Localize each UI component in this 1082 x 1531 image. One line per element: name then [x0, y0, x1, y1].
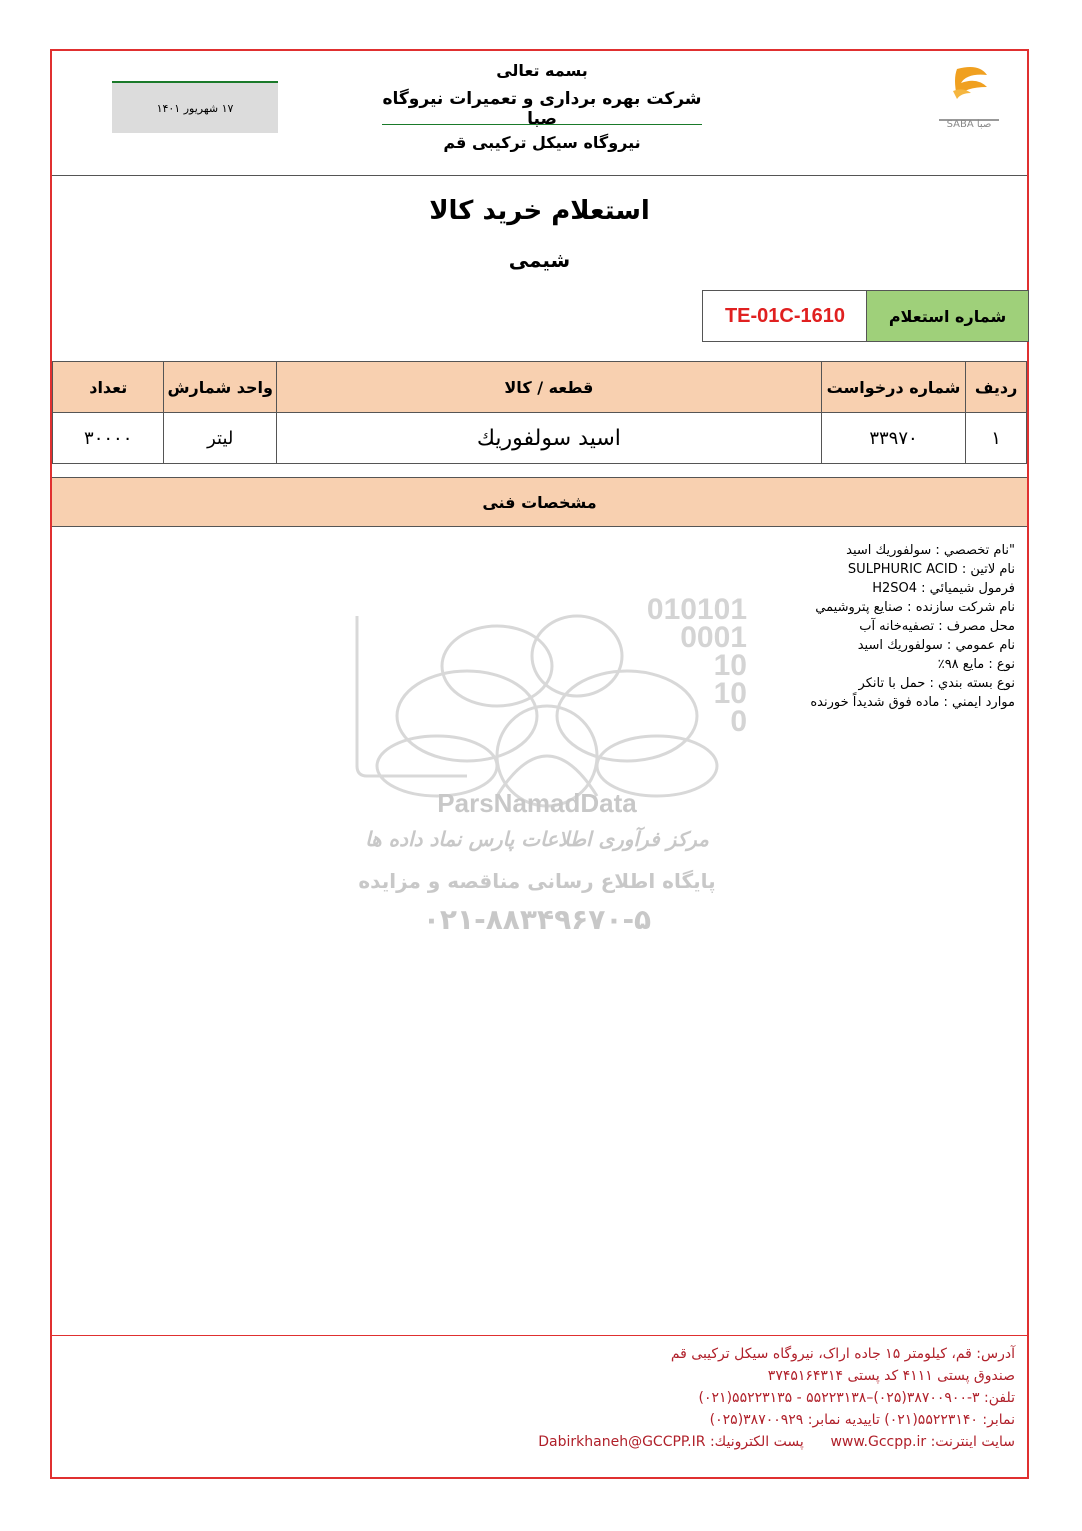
col-request-number: شماره درخواست	[821, 362, 965, 413]
inquiry-number: TE-01C-1610	[702, 290, 868, 342]
header-divider	[382, 124, 702, 125]
spec-line: نوع بسته بندي : حمل با تانكر	[858, 676, 1015, 691]
footer-phone: تلفن: ۳-۳۸۷۰۰۹۰۰(۰۲۵)–۵۵۲۲۳۱۳۸ - ۵۵۲۲۳۱۳۵(۰۲۱)	[698, 1390, 1015, 1406]
items-table	[52, 361, 1027, 464]
spec-lines	[595, 541, 1015, 712]
spec-line: "نام تخصصي : سولفوريك اسيد	[846, 543, 1015, 558]
spec-line: فرمول شيميائي : H2SO4	[872, 581, 1015, 596]
email-link[interactable]: Dabirkhaneh@GCCPP.IR	[538, 1434, 706, 1450]
company-name: شرکت بهره برداری و تعمیرات نیروگاه صبا	[382, 89, 702, 129]
header-bottom-rule	[52, 175, 1027, 176]
spec-line: نام عمومي : سولفوريك اسيد	[857, 638, 1015, 653]
inquiry-label: شماره استعلام	[866, 290, 1029, 342]
page-subtitle: شیمی	[508, 248, 571, 272]
table-header-row	[53, 362, 1027, 413]
spec-line: موارد ايمني : ماده فوق شديداً خورنده	[810, 695, 1015, 710]
spec-line: محل مصرف : تصفيه‌خانه آب	[859, 619, 1015, 634]
table-row	[53, 413, 1027, 464]
watermark-brand: ParsNamadData	[437, 788, 637, 818]
footer-address: آدرس: قم، کیلومتر ۱۵ جاده اراک، نیروگاه سیکل ترکیبی قم	[670, 1346, 1015, 1362]
cell-item: اسید سولفوریك	[277, 413, 822, 464]
watermark-line1: مرکز فرآوری اطلاعات پارس نماد داده ها	[365, 827, 709, 851]
website-link[interactable]: www.Gccpp.ir	[830, 1434, 927, 1450]
saba-logo	[929, 61, 1009, 151]
watermark-line2: پایگاه اطلاع رسانی مناقصه و مزایده	[358, 869, 716, 893]
footer	[315, 1343, 1015, 1453]
watermark-phone: ۰۲۱-۸۸۳۴۹۶۷۰-۵	[422, 903, 652, 936]
cell-quantity: ۳۰۰۰۰	[53, 413, 164, 464]
spec-heading: مشخصات فنی	[52, 477, 1027, 527]
cell-request-number: ۳۳۹۷۰	[821, 413, 965, 464]
spec-line: نام لاتين : SULPHURIC ACID	[847, 562, 1015, 577]
cell-row: ۱	[966, 413, 1027, 464]
col-unit: واحد شمارش	[164, 362, 277, 413]
saba-logo-icon	[929, 61, 1009, 151]
watermark-binary: 010101 0001 10 10 0	[646, 593, 747, 738]
page-title: استعلام خرید کالا	[429, 196, 650, 226]
spec-line: نام شركت سازنده : صنايع پتروشيمي	[815, 600, 1015, 615]
footer-contact	[315, 1431, 1015, 1453]
email-label: پست الکترونیك:	[709, 1434, 804, 1450]
date-box	[112, 81, 278, 133]
website-label: سایت اینترنت:	[930, 1434, 1015, 1450]
bismillah: بسمه تعالی	[496, 61, 588, 80]
footer-po-box: صندوق پستی ۴۱۱۱ کد پستی ۳۷۴۵۱۶۴۳۱۴	[767, 1368, 1015, 1384]
footer-rule	[52, 1335, 1027, 1336]
footer-fax: نمابر: ۵۵۲۲۳۱۴۰(۰۲۱) تاییدیه نمابر: ۳۸۷۰۰۹۲۹(۰۲۵)	[709, 1412, 1015, 1428]
date-text: ۱۷ شهریور ۱۴۰۱	[156, 101, 234, 115]
col-item: قطعه / کالا	[277, 362, 822, 413]
logo-caption: SABA صبا	[946, 119, 992, 130]
cell-unit: لیتر	[164, 413, 277, 464]
plant-name: نیروگاه سیکل ترکیبی قم	[443, 133, 641, 152]
col-row: ردیف	[966, 362, 1027, 413]
col-quantity: تعداد	[53, 362, 164, 413]
spec-line: نوع : مايع ۹۸٪	[937, 657, 1015, 672]
page-frame	[50, 49, 1029, 1479]
